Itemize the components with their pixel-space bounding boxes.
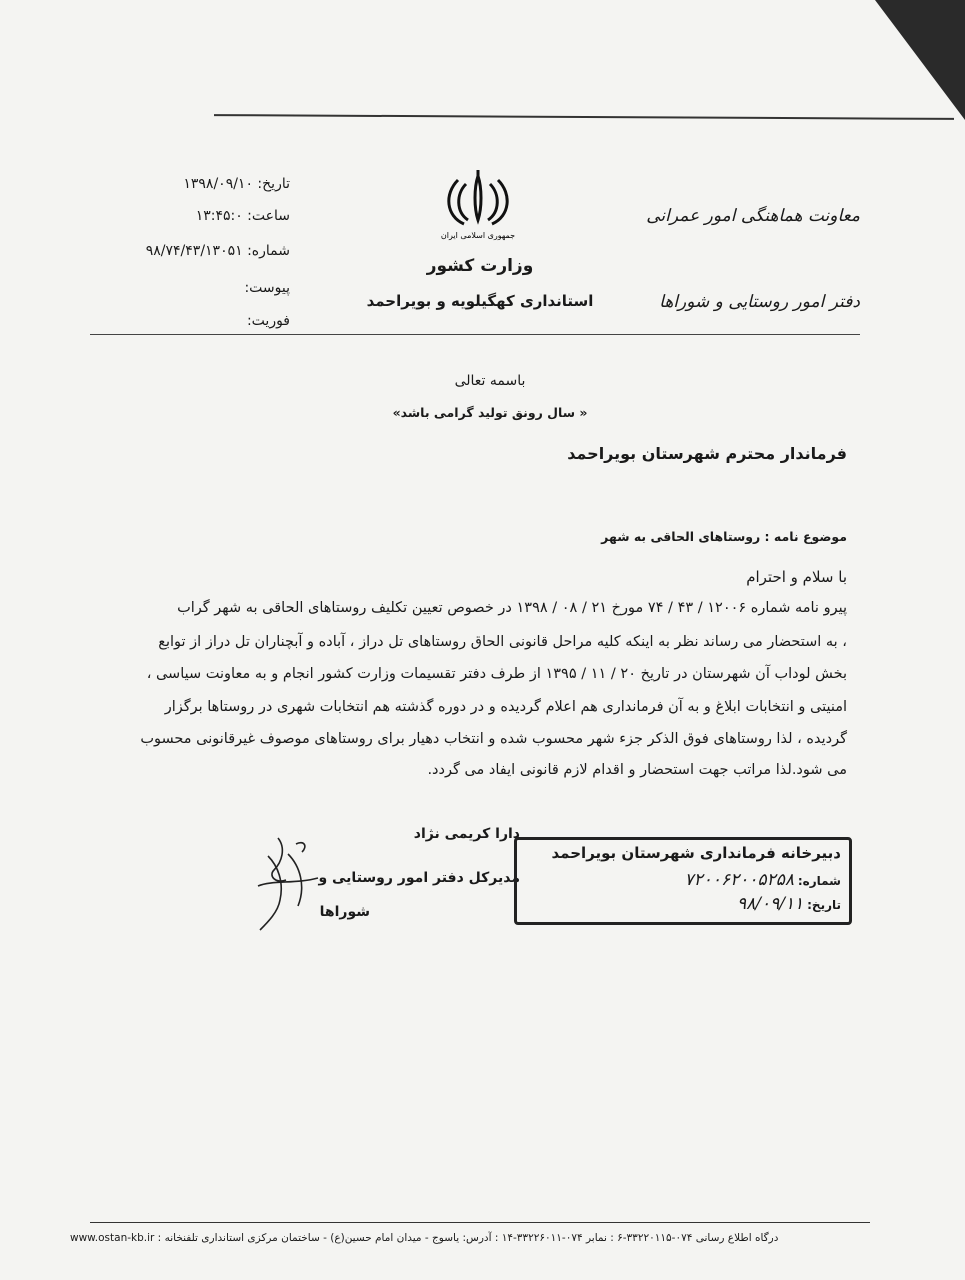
meta-urgency-label: فوریت: bbox=[246, 313, 290, 329]
signatory-name: دارا کریمی نژاد bbox=[413, 826, 520, 842]
signatory-title-cont: شوراها bbox=[319, 904, 370, 920]
body-line: می شود.لذا مراتب جهت استحضار و اقدام لازم قانونی ایفاد می گردد. bbox=[427, 762, 847, 778]
addressee: فرماندار محترم شهرستان بویراحمد bbox=[567, 444, 847, 463]
registry-stamp bbox=[514, 837, 852, 925]
meta-number-label: شماره: bbox=[247, 243, 290, 259]
meta-attachment-label: پیوست: bbox=[244, 280, 290, 296]
meta-attachment bbox=[110, 280, 290, 296]
meta-number bbox=[100, 243, 290, 259]
meta-date bbox=[110, 176, 290, 192]
iran-emblem-icon bbox=[438, 168, 518, 243]
signatory-title: مدیرکل دفتر امور روستایی و bbox=[318, 870, 520, 886]
meta-date-label: تاریخ: bbox=[257, 176, 290, 192]
emblem-caption: جمهوری اسلامی ایران bbox=[440, 231, 516, 240]
body-line: پیرو نامه شماره ۱۲۰۰۶ / ۴۳ / ۷۴ مورخ ۲۱ / ۰۸ / ۱۳۹۸ در خصوص تعیین تکلیف روستاهای الحاقی به شهر گراب bbox=[177, 600, 847, 616]
body-line: بخش لوداب آن شهرستان در تاریخ ۲۰ / ۱۱ / ۱۳۹۵ از طرف دفتر تقسیمات وزارت کشور انجام و به معاونت سیاسی ، bbox=[146, 666, 847, 682]
header-divider bbox=[90, 334, 860, 335]
stamp-title: دبیرخانه فرمانداری شهرستان بویراحمد bbox=[551, 844, 841, 862]
top-edge-line bbox=[214, 114, 954, 120]
body-line: ، به استحضار می رساند نظر به اینکه کلیه مراحل قانونی الحاق روستاهای تل دراز ، آباده و آبچناران تل دراز از توابع bbox=[158, 634, 847, 650]
deputy-office: معاونت هماهنگی امور عمرانی bbox=[646, 206, 860, 226]
body-line: گردیده ، لذا روستاهای فوق الذکر جزء شهر محسوب شده و انتخاب دهیار برای روستاهای موصوف غیرقانونی محسوب bbox=[140, 731, 847, 747]
province-name: استانداری کهگیلویه و بویراحمد bbox=[366, 292, 594, 310]
meta-number-value: ۹۸/۷۴/۴۳/۱۳۰۵۱ bbox=[145, 243, 243, 259]
footer-divider bbox=[90, 1222, 870, 1223]
meta-urgency bbox=[110, 313, 290, 329]
body-line: امنیتی و انتخابات ابلاغ و به آن فرمانداری هم اعلام گردیده و در دوره گذشته هم انتخابات شهری در روستاها برگزار bbox=[164, 699, 847, 715]
stamp-date-row bbox=[525, 894, 841, 914]
stamp-number-row bbox=[525, 870, 841, 890]
stamp-number-value: ۷۲۰۰۶۲۰۰۵۲۵۸ bbox=[684, 870, 795, 890]
ministry-name: وزارت کشور bbox=[426, 256, 534, 276]
meta-time-value: ۱۳:۴۵:۰ bbox=[195, 208, 243, 224]
stamp-date-value: ۹۸/۰۹/۱۱ bbox=[737, 894, 804, 914]
stamp-number-label: شماره: bbox=[797, 874, 841, 888]
scan-shadow bbox=[875, 0, 965, 120]
meta-date-value: ۱۳۹۸/۰۹/۱۰ bbox=[183, 176, 253, 192]
subject-line: موضوع نامه : روستاهای الحاقی به شهر bbox=[601, 529, 847, 544]
meta-time-label: ساعت: bbox=[247, 208, 290, 224]
year-motto: « سال رونق تولید گرامی باشد» bbox=[392, 405, 588, 420]
rural-affairs-office: دفتر امور روستایی و شوراها bbox=[659, 292, 860, 312]
meta-time bbox=[110, 208, 290, 224]
stamp-date-label: تاریخ: bbox=[807, 898, 841, 912]
greeting: با سلام و احترام bbox=[746, 568, 847, 586]
footer-contact: www.ostan-kb.ir : درگاه اطلاع رسانی ۰۷۴-۳۳۲۲۰۱۱۵-۶ : نمابر ۰۷۴-۳۳۲۲۶۰۱۱-۱۴ : آدرس: یاسوج - میدان امام حسین(ع) - ساختمان مرکزی استانداری تلفنخانه bbox=[70, 1232, 779, 1244]
bismillah: باسمه تعالی bbox=[454, 373, 526, 389]
